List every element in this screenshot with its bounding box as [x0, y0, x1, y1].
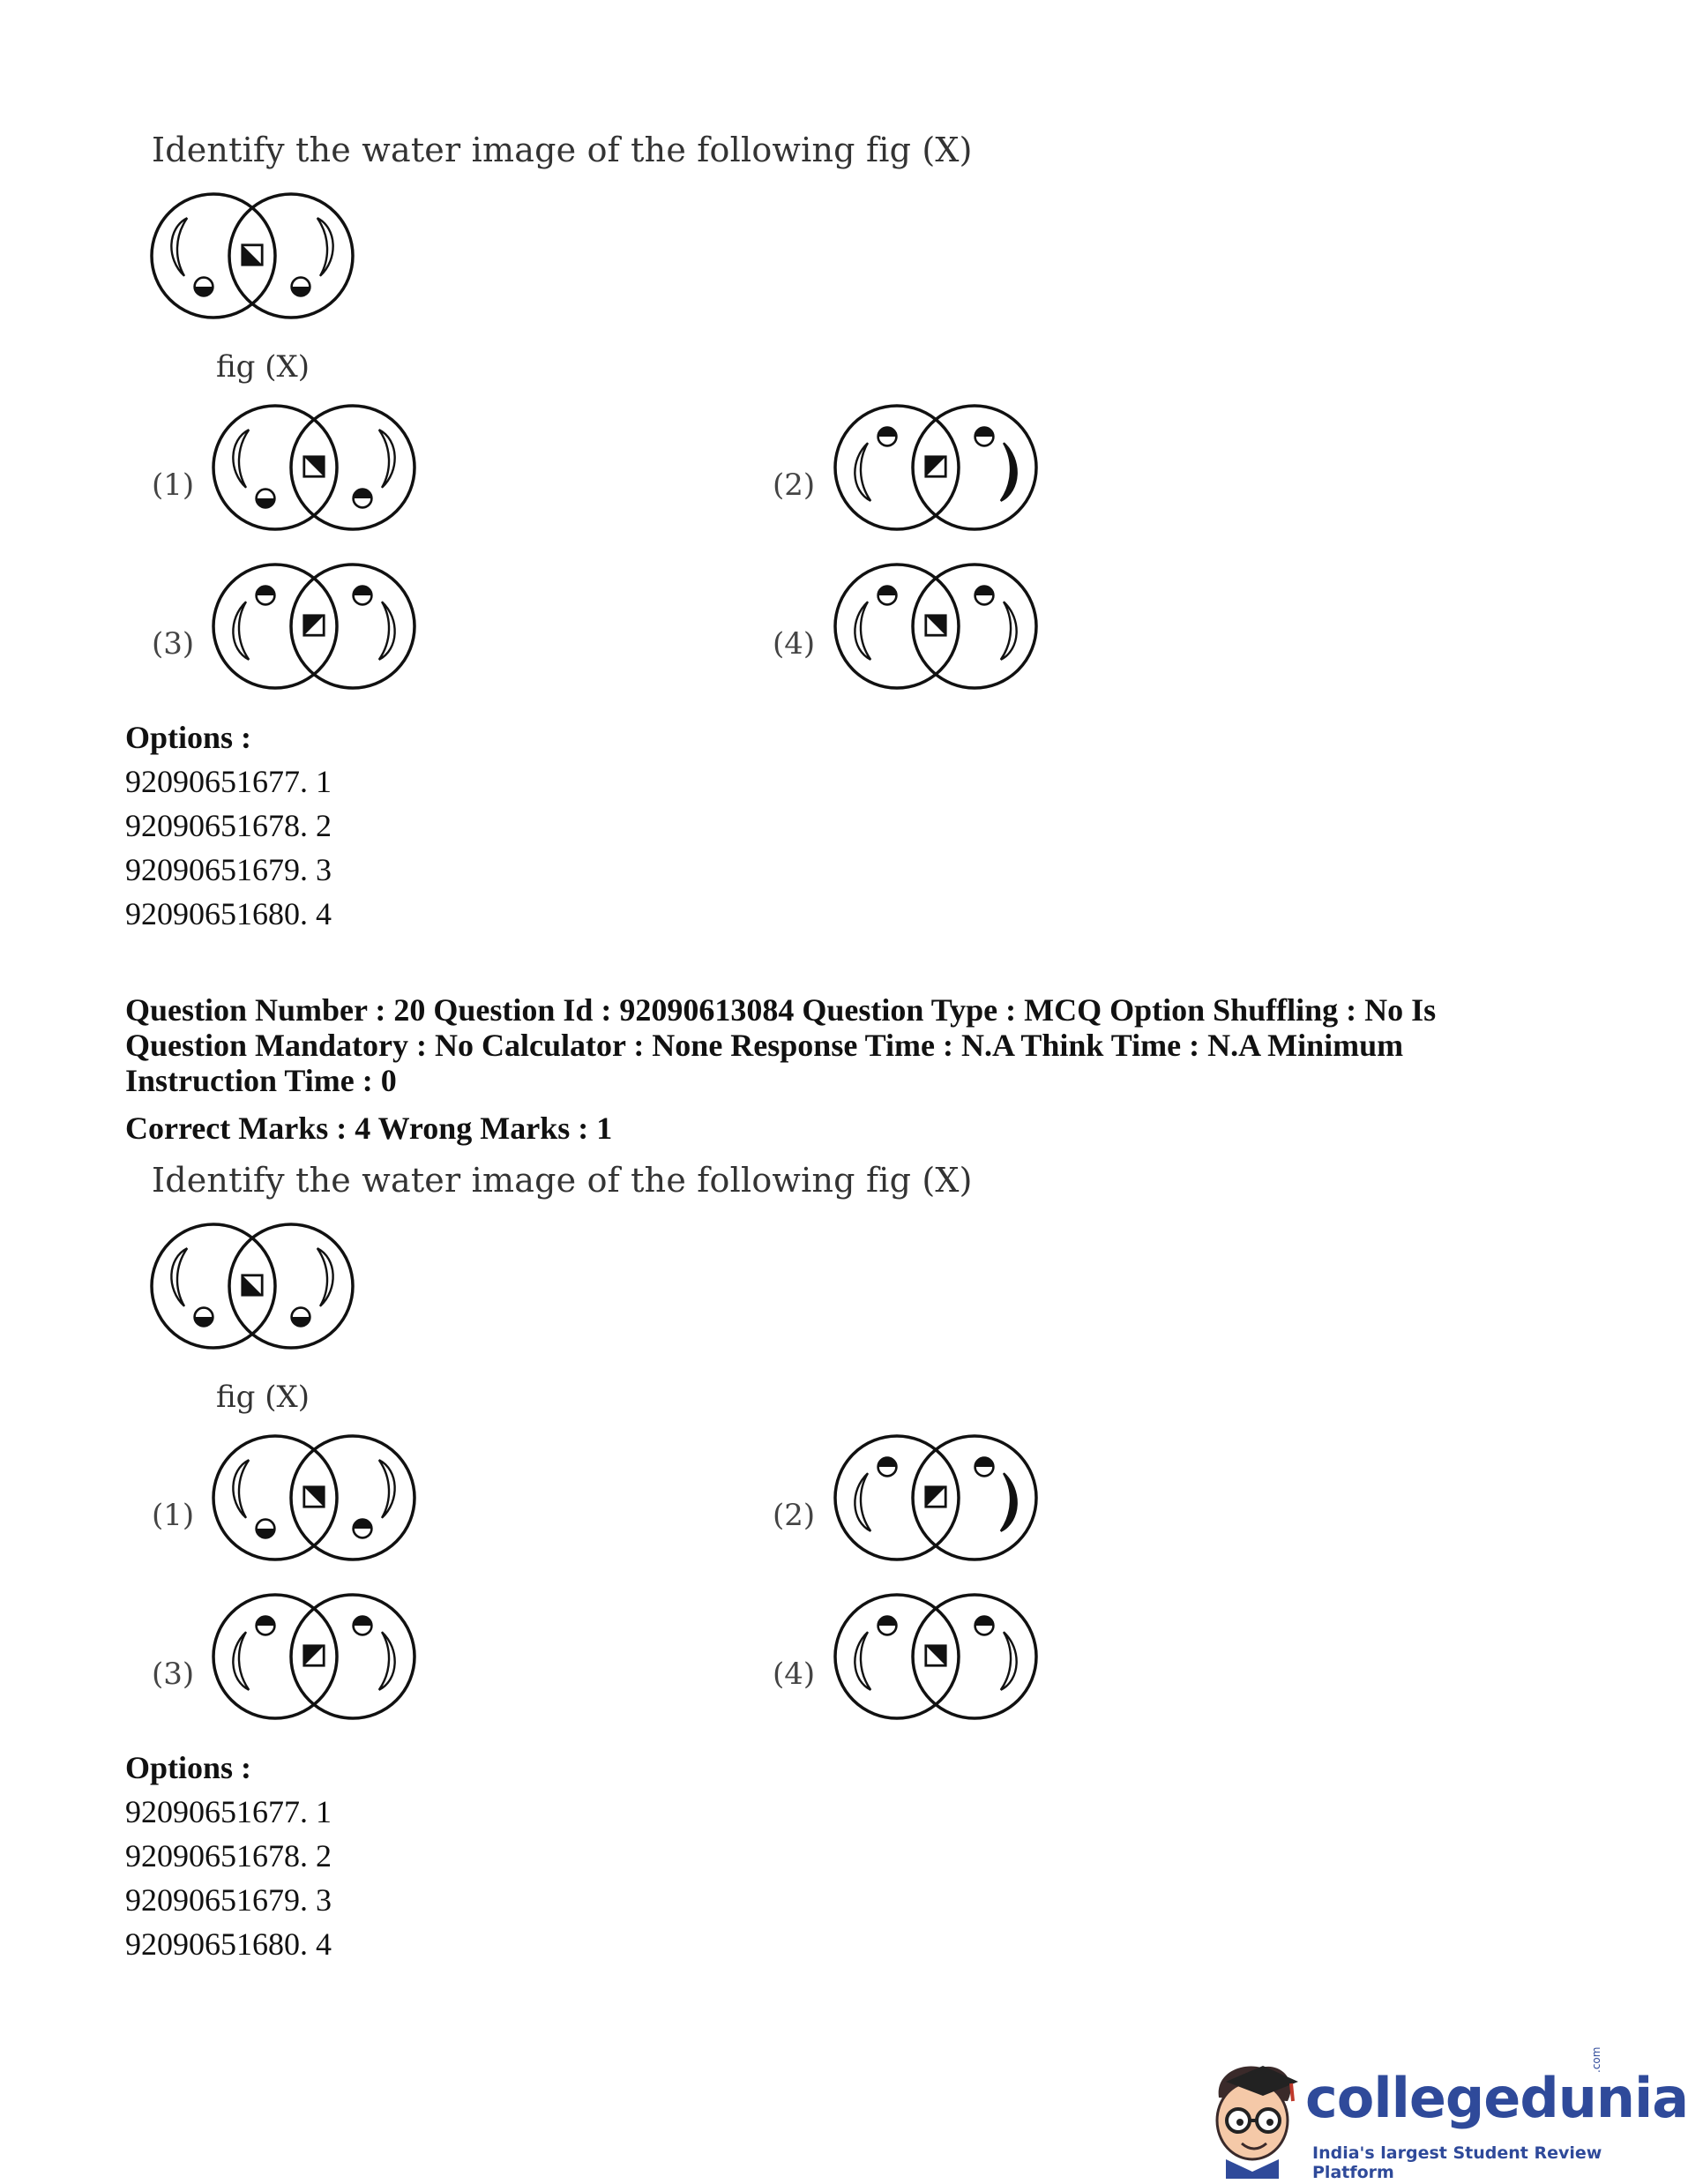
figure-option-2 — [835, 1436, 1036, 1559]
figure-option-1 — [213, 1436, 415, 1559]
figure-option-1 — [213, 406, 415, 529]
figure-option-label: (1) — [152, 1498, 195, 1533]
figure-option-3 — [213, 1595, 415, 1718]
mascot-icon — [1199, 2055, 1305, 2179]
figure-option-label: (4) — [773, 626, 816, 662]
option-line: 92090651678. 2 — [125, 808, 332, 843]
brand-name: collegedunia — [1305, 2066, 1688, 2130]
options-heading: Options : — [125, 1750, 252, 1785]
figure-option-label: (2) — [773, 467, 816, 503]
figure-option-label: (1) — [152, 467, 195, 503]
figure-option-label: (2) — [773, 1498, 816, 1533]
option-line: 92090651677. 1 — [125, 764, 332, 799]
figure-option-4 — [835, 1595, 1036, 1718]
figure-caption: fig (X) — [216, 349, 310, 385]
option-line: 92090651679. 3 — [125, 852, 332, 887]
figure-x — [152, 194, 353, 318]
option-line: 92090651679. 3 — [125, 1882, 332, 1918]
option-line: 92090651680. 4 — [125, 1926, 332, 1962]
question-meta: Question Number : 20 Question Id : 92090613084 Question Type : MCQ Option Shuffling : No Is Question Mandatory : No Calculator : None Response Time : N.A Think Time : N.A Minimum Instruction Time : 0 — [125, 992, 1437, 1098]
options-heading: Options : — [125, 720, 252, 755]
figure-x — [152, 1224, 353, 1348]
brand-tagline: India's largest Student Review Platform — [1312, 2143, 1602, 2182]
collegedunia-logo — [1199, 2046, 1688, 2182]
figure-option-4 — [835, 565, 1036, 688]
option-line: 92090651678. 2 — [125, 1838, 332, 1874]
figure-caption: fig (X) — [216, 1380, 310, 1415]
option-line: 92090651677. 1 — [125, 1794, 332, 1829]
figure-option-label: (3) — [152, 1657, 195, 1692]
figure-option-label: (4) — [773, 1657, 816, 1692]
question-marks: Correct Marks : 4 Wrong Marks : 1 — [125, 1111, 613, 1146]
brand-suffix: .com — [1590, 2046, 1602, 2073]
option-line: 92090651680. 4 — [125, 896, 332, 931]
figure-option-label: (3) — [152, 626, 195, 662]
figure-option-3 — [213, 565, 415, 688]
figure-option-2 — [835, 406, 1036, 529]
question-stem: Identify the water image of the following fig (X) — [152, 1161, 973, 1200]
question-stem: Identify the water image of the following fig (X) — [152, 131, 973, 169]
